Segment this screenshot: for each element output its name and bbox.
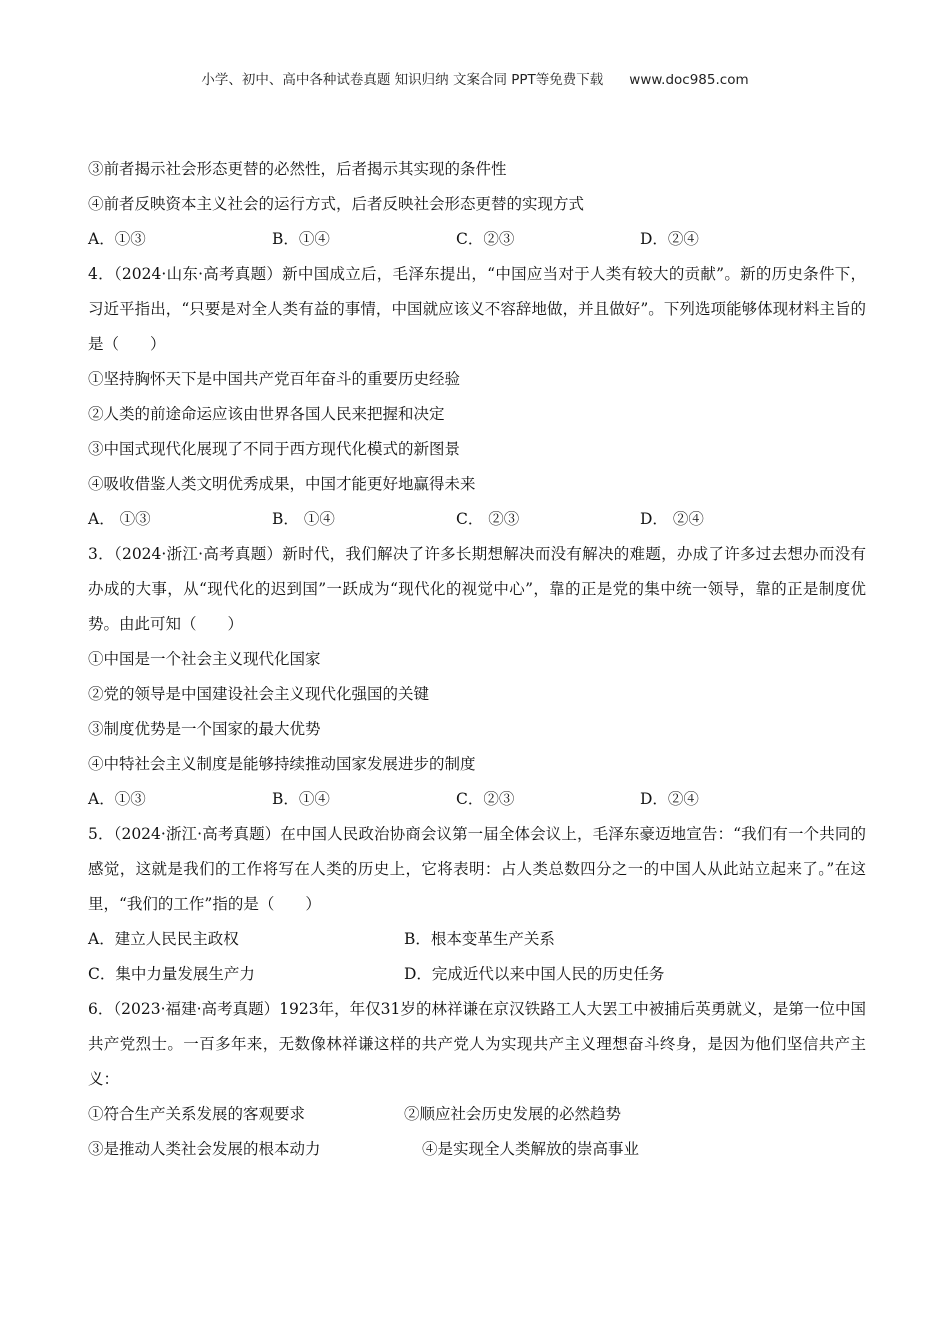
option-c: C． ②③: [456, 510, 520, 528]
statement: ②党的领导是中国建设社会主义现代化强国的关键: [88, 685, 430, 703]
statement: ①符合生产关系发展的客观要求: [88, 1105, 306, 1123]
question-stem: 6．（2023·福建·高考真题）1923年，年仅31岁的林祥谦在京汉铁路工人大罢工中被捕后英勇就义，是第一位中国共产党烈士。一百多年来，无数像林祥谦这样的共产党人为实现共产主义理想奋斗终身，是因为他们坚信共产主义：: [88, 1000, 866, 1088]
option-b: B．根本变革生产关系: [404, 930, 555, 948]
option-row: [88, 782, 866, 817]
statement: ④前者反映资本主义社会的运行方式，后者反映社会形态更替的实现方式: [88, 195, 585, 213]
document-body: [88, 152, 866, 1167]
statement: ②人类的前途命运应该由世界各国人民来把握和决定: [88, 405, 445, 423]
question-stem: 5．（2024·浙江·高考真题）在中国人民政治协商会议第一届全体会议上，毛泽东豪迈地宣告：“我们有一个共同的感觉，这就是我们的工作将写在人类的历史上，它将表明：占人类总数四分之一的中国人从此站立起来了。”在这里，“我们的工作”指的是（ ）: [88, 825, 866, 913]
question-stem: 3．（2024·浙江·高考真题）新时代，我们解决了许多长期想解决而没有解决的难题，办成了许多过去想办而没有办成的大事，从“现代化的迟到国”一跃成为“现代化的视觉中心”，靠的正是党的集中统一领导，靠的正是制度优势。由此可知（ ）: [88, 545, 866, 633]
statement-row: [88, 1132, 866, 1167]
option-b: B．①④: [272, 230, 330, 248]
statement: ①中国是一个社会主义现代化国家: [88, 650, 321, 668]
option-d: D．②④: [640, 790, 699, 808]
option-b: B．①④: [272, 790, 330, 808]
option-row: [88, 957, 866, 992]
option-a: A．①③: [88, 230, 146, 248]
option-d: D．②④: [640, 230, 699, 248]
header-site: www.doc985.com: [629, 72, 749, 88]
option-row: [88, 922, 866, 957]
option-row: [88, 502, 866, 537]
option-a: A．①③: [88, 790, 146, 808]
option-c: C．②③: [456, 790, 515, 808]
option-a: A．建立人民民主政权: [88, 930, 239, 948]
header-text: 小学、初中、高中各种试卷真题 知识归纳 文案合同 PPT等免费下载: [201, 72, 604, 88]
option-d: D． ②④: [640, 510, 704, 528]
statement: ④是实现全人类解放的崇高事业: [422, 1140, 640, 1158]
statement: ①坚持胸怀天下是中国共产党百年奋斗的重要历史经验: [88, 370, 461, 388]
option-c: C．②③: [456, 230, 515, 248]
statement: ③中国式现代化展现了不同于西方现代化模式的新图景: [88, 440, 461, 458]
statement: ③前者揭示社会形态更替的必然性，后者揭示其实现的条件性: [88, 160, 507, 178]
statement-row: [88, 1097, 866, 1132]
statement: ②顺应社会历史发展的必然趋势: [404, 1105, 622, 1123]
statement: ④中特社会主义制度是能够持续推动国家发展进步的制度: [88, 755, 476, 773]
question-stem: 4．（2024·山东·高考真题）新中国成立后，毛泽东提出，“中国应当对于人类有较大的贡献”。新的历史条件下，习近平指出，“只要是对全人类有益的事情，中国就应该义不容辞地做，并且做好”。下列选项能够体现材料主旨的是（ ）: [88, 265, 866, 353]
option-d: D．完成近代以来中国人民的历史任务: [404, 965, 665, 983]
option-a: A． ①③: [88, 510, 151, 528]
option-b: B． ①④: [272, 510, 335, 528]
statement: ④吸收借鉴人类文明优秀成果，中国才能更好地赢得未来: [88, 475, 476, 493]
statement: ③是推动人类社会发展的根本动力: [88, 1140, 321, 1158]
option-row: [88, 222, 866, 257]
page-header: [0, 68, 950, 88]
statement: ③制度优势是一个国家的最大优势: [88, 720, 321, 738]
option-c: C．集中力量发展生产力: [88, 965, 255, 983]
